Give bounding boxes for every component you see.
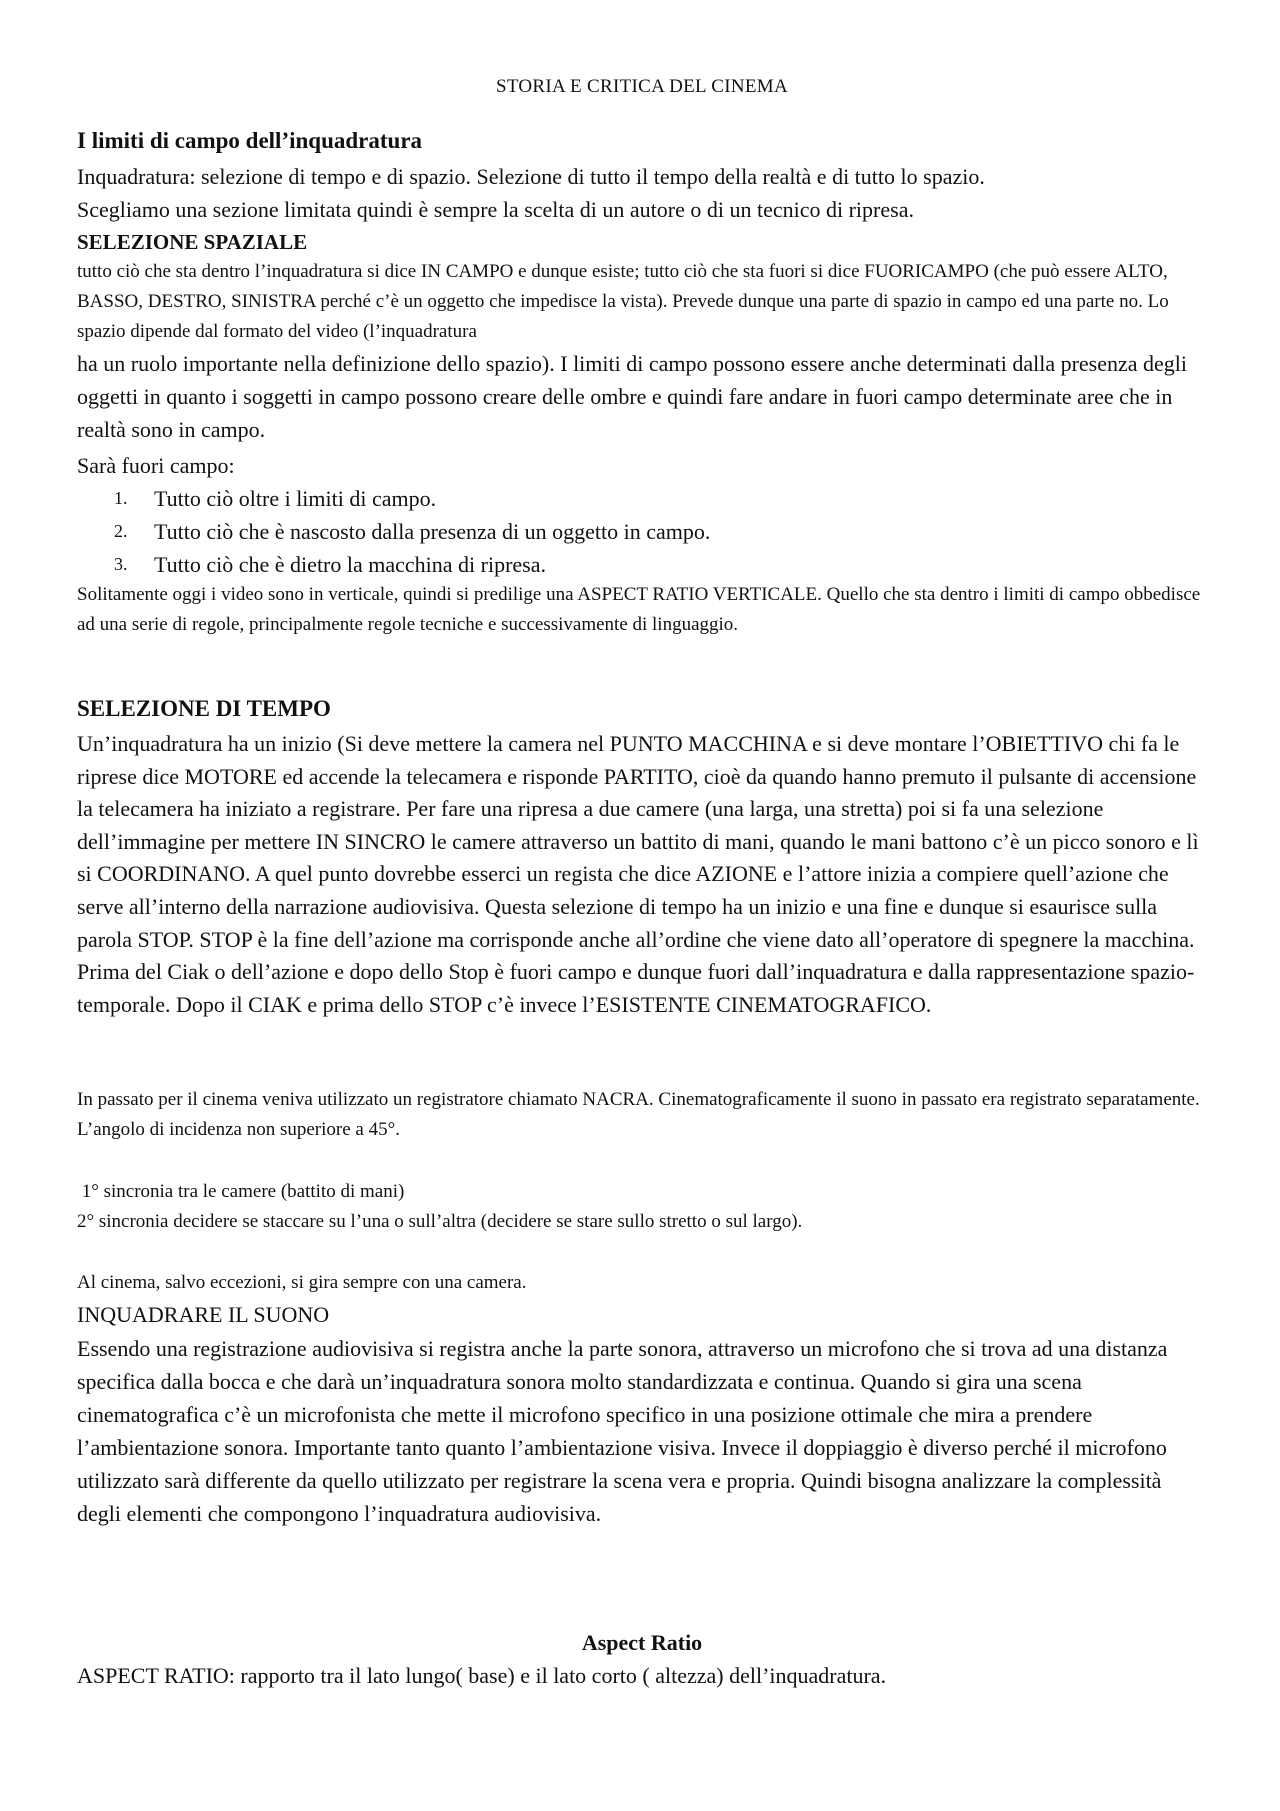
paragraph-aspect-ratio: ASPECT RATIO: rapporto tra il lato lungo( base) e il lato corto ( altezza) dell’inquadratura. [77, 1663, 887, 1688]
section-title-suono: INQUADRARE IL SUONO [77, 1302, 330, 1327]
section-title-tempo: SELEZIONE DI TEMPO [77, 696, 331, 721]
list-intro: Sarà fuori campo: [77, 453, 235, 478]
list-item: 1. Tutto ciò oltre i limiti di campo. [114, 486, 437, 511]
intro-line-1: Inquadratura: selezione di tempo e di spazio. Selezione di tutto il tempo della realtà e di tutto lo spazio. [77, 164, 985, 189]
paragraph-selezione-tempo: Un’inquadratura ha un inizio (Si deve mettere la camera nel PUNTO MACCHINA e si deve montare l’OBIETTIVO chi fa le riprese dice MOTORE ed accende la telecamera e risponde PARTITO, cioè da quando hanno premuto il pulsante di accensione la telecamera ha iniziato a registrare. Per fare una ripresa a due camere (una larga, una stretta) poi si fa una selezione dell’immagine per mettere IN SINCRO le camere attraverso un battito di mani, quando le mani battono c’è un picco sonoro e lì si COORDINANO. A quel punto dovrebbe esserci un regista che dice AZIONE e l’attore inizia a compiere quell’azione che serve all’interno della narrazione audiovisiva. Questa selezione di tempo ha un inizio e una fine e dunque si esaurisce sulla parola STOP. STOP è la fine dell’azione ma corrisponde anche all’ordine che viene dato all’operatore di spegnere la macchina. Prima del Ciak o dell’azione e dopo dello Stop è fuori campo e dunque fuori dall’inquadratura e dalla rappresentazione spazio-temporale. Dopo il CIAK e prima dello STOP c’è invece l’ESISTENTE CINEMATOGRAFICO. [77, 731, 1199, 1017]
paragraph-inquadrare-suono: Essendo una registrazione audiovisiva si registra anche la parte sonora, attraverso un microfono che si trova ad una distanza specifica dalla bocca e che darà un’inquadratura sonora molto standardizzata e continua. Quando si gira una scena cinematografica c’è un microfonista che mette il microfono specifico in una posizione ottimale che mira a prendere l’ambientazione sonora. Importante tanto quanto l’ambientazione visiva. Invece il doppiaggio è diverso perché il microfono utilizzato sarà differente da quello utilizzato per registrare la scena vera e propria. Quindi bisogna analizzare la complessità degli elementi che compongono l’inquadratura audiovisiva. [77, 1336, 1168, 1526]
sync-line-1: 1° sincronia tra le camere (battito di mani) [77, 1181, 405, 1202]
subtitle-selezione-spaziale: SELEZIONE SPAZIALE [77, 230, 308, 254]
section-title-limiti: I limiti di campo dell’inquadratura [77, 128, 423, 153]
section-title-aspect-ratio: Aspect Ratio [581, 1630, 703, 1655]
paragraph-in-campo: tutto ciò che sta dentro l’inquadratura si dice IN CAMPO e dunque esiste; tutto ciò che sta fuori si dice FUORICAMPO (che può essere ALTO, BASSO, DESTRO, SINISTRA perché c’è un oggetto che impedisce la vista). Prevede dunque una parte di spazio in campo ed una parte no. Lo spazio dipende dal formato del video (l’inquadratura [77, 261, 1169, 342]
paragraph-limiti-campo: ha un ruolo importante nella definizione dello spazio). I limiti di campo possono essere anche determinati dalla presenza degli oggetti in quanto i soggetti in campo possono creare delle ombre e quindi fare andare in fuori campo determinate aree che in realtà sono in campo. [77, 351, 1188, 442]
fuori-campo-list [77, 482, 710, 581]
list-item: 3. Tutto ciò che è dietro la macchina di ripresa. [114, 552, 547, 577]
sync-line-2: 2° sincronia decidere se staccare su l’una o sull’altra (decidere se stare sullo stretto o sul largo). [77, 1211, 803, 1232]
paragraph-aspect-verticale: Solitamente oggi i video sono in verticale, quindi si predilige una ASPECT RATIO VERTICALE. Quello che sta dentro i limiti di campo obbedisce ad una serie di regole, principalmente regole tecniche e successivamente di linguaggio. [77, 584, 1201, 635]
camera-note: Al cinema, salvo eccezioni, si gira sempre con una camera. [77, 1272, 527, 1293]
paragraph-nacra: In passato per il cinema veniva utilizzato un registratore chiamato NACRA. Cinematograficamente il suono in passato era registrato separatamente. L’angolo di incidenza non superiore a 45°. [77, 1089, 1200, 1140]
list-item: 2. Tutto ciò che è nascosto dalla presenza di un oggetto in campo. [114, 519, 711, 544]
intro-line-2: Scegliamo una sezione limitata quindi è sempre la scelta di un autore o di un tecnico di ripresa. [77, 197, 914, 222]
document-header: STORIA E CRITICA DEL CINEMA [495, 76, 789, 97]
